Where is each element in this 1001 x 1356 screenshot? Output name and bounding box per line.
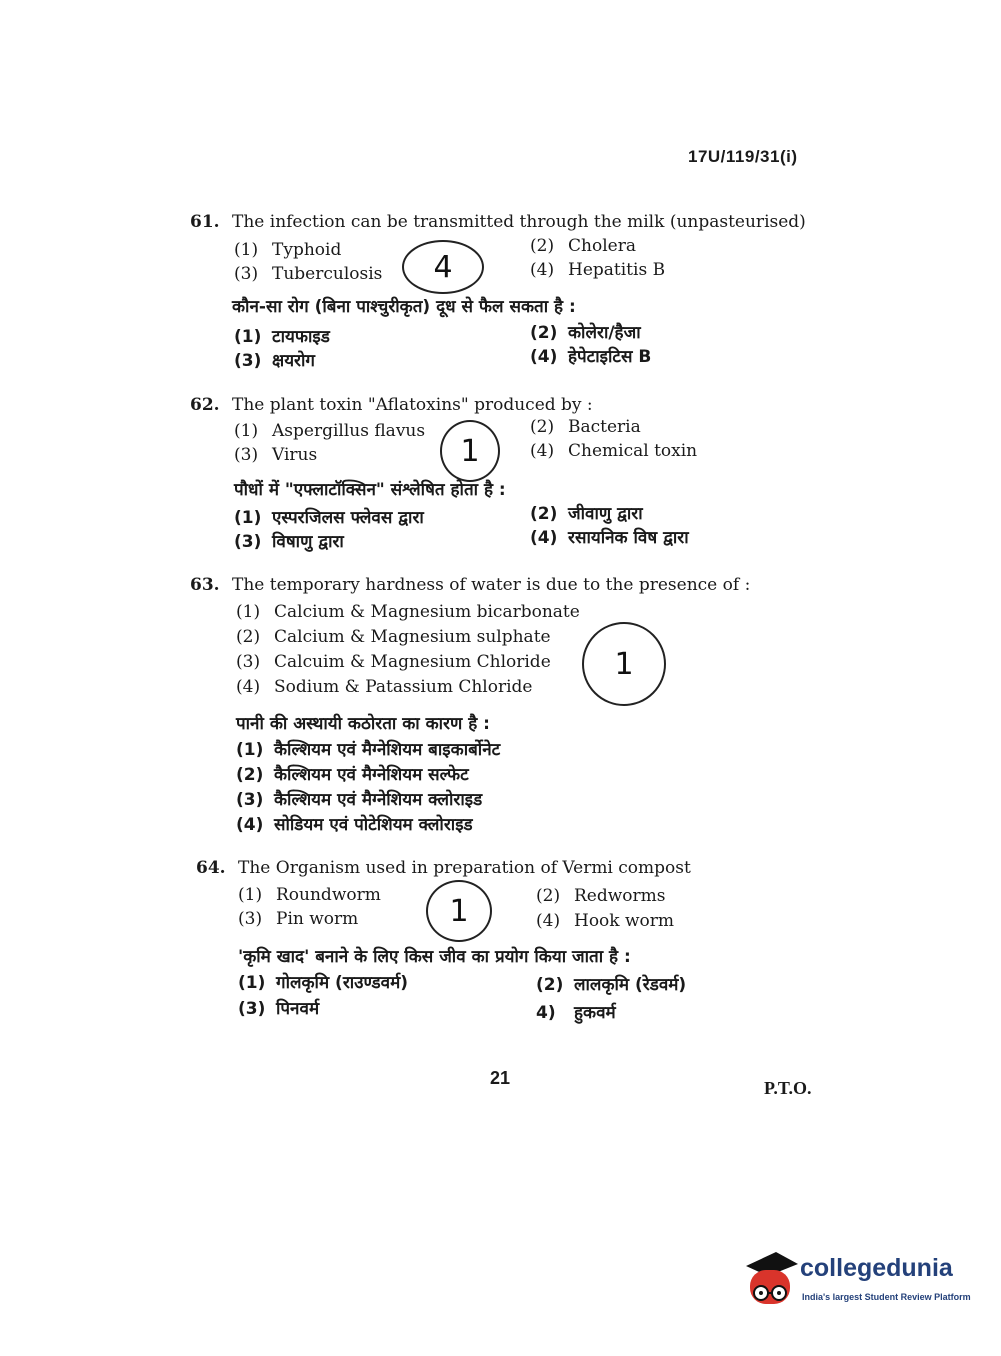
option-en: (4) Hepatitis B — [530, 260, 666, 280]
question-text-en: The plant toxin "Aflatoxins" produced by : — [232, 395, 593, 415]
option-en: (4) Chemical toxin — [530, 441, 698, 461]
mascot-icon — [742, 1248, 798, 1312]
option-hi: (4) हेपेटाइटिस B — [530, 347, 652, 367]
option-hi: (1) टायफाइड — [234, 327, 330, 347]
question-text-hi: पौधों में "एफ्लाटॉक्सिन" संश्लेषित होता है : — [234, 480, 506, 500]
option-en: (4) Sodium & Patassium Chloride — [236, 677, 533, 697]
option-hi: (1) गोलकृमि (राउण्डवर्म) — [238, 973, 409, 993]
question-number: 64. — [196, 858, 226, 878]
option-en: (1) Roundworm — [238, 885, 381, 905]
handwritten-answer-circle: 1 — [582, 622, 666, 706]
option-en: (3) Tuberculosis — [234, 264, 383, 284]
option-en: (2) Cholera — [530, 236, 636, 256]
question-text-en: The infection can be transmitted through the milk (unpasteurised) — [232, 212, 806, 232]
option-hi: (3) कैल्शियम एवं मैग्नेशियम क्लोराइड — [236, 790, 483, 810]
handwritten-answer-circle: 1 — [440, 420, 500, 482]
brand-tagline: India's largest Student Review Platform — [802, 1292, 971, 1302]
option-en: (3) Calcuim & Magnesium Chloride — [236, 652, 551, 672]
option-en: (3) Virus — [234, 445, 318, 465]
brand-name: collegedunia — [800, 1254, 953, 1282]
option-en: (2) Redworms — [536, 886, 666, 906]
option-en: (1) Calcium & Magnesium bicarbonate — [236, 602, 580, 622]
question-text-hi: 'कृमि खाद' बनाने के लिए किस जीव का प्रयोग किया जाता है : — [238, 947, 631, 967]
option-en: (2) Bacteria — [530, 417, 641, 437]
option-hi: 4) हुकवर्म — [536, 1003, 616, 1023]
question-number: 63. — [190, 575, 220, 595]
option-en: (4) Hook worm — [536, 911, 675, 931]
option-en: (1) Aspergillus flavus — [234, 421, 426, 441]
handwritten-answer-circle: 1 — [426, 880, 492, 942]
option-hi: (4) सोडियम एवं पोटेशियम क्लोराइड — [236, 815, 473, 835]
option-hi: (1) कैल्शियम एवं मैग्नेशियम बाइकार्बोनेट — [236, 740, 501, 760]
option-en: (2) Calcium & Magnesium sulphate — [236, 627, 551, 647]
page-number: 21 — [490, 1068, 511, 1088]
question-text-en: The temporary hardness of water is due to the presence of : — [232, 575, 751, 595]
paper-code: 17U/119/31(i) — [688, 147, 798, 166]
option-hi: (3) विषाणु द्वारा — [234, 532, 344, 552]
question-text-hi: पानी की अस्थायी कठोरता का कारण है : — [236, 714, 490, 734]
option-hi: (4) रसायनिक विष द्वारा — [530, 528, 689, 548]
handwritten-answer-circle: 4 — [402, 240, 484, 294]
question-number: 61. — [190, 212, 220, 232]
option-hi: (2) कोलेरा/हैजा — [530, 323, 641, 343]
question-text-hi: कौन-सा रोग (बिना पाश्चुरीकृत) दूध से फैल सकता है : — [232, 297, 576, 317]
option-hi: (2) जीवाणु द्वारा — [530, 504, 643, 524]
option-hi: (3) क्षयरोग — [234, 351, 315, 371]
option-hi: (1) एस्परजिलस फ्लेवस द्वारा — [234, 508, 424, 528]
option-en: (3) Pin worm — [238, 909, 359, 929]
option-hi: (2) कैल्शियम एवं मैग्नेशियम सल्फेट — [236, 765, 469, 785]
collegedunia-watermark — [742, 1248, 972, 1318]
option-hi: (3) पिनवर्म — [238, 999, 320, 1019]
option-en: (1) Typhoid — [234, 240, 342, 260]
pto-label: P.T.O. — [764, 1078, 812, 1098]
option-hi: (2) लालकृमि (रेडवर्म) — [536, 975, 687, 995]
question-number: 62. — [190, 395, 220, 415]
question-text-en: The Organism used in preparation of Vermi compost — [238, 858, 691, 878]
